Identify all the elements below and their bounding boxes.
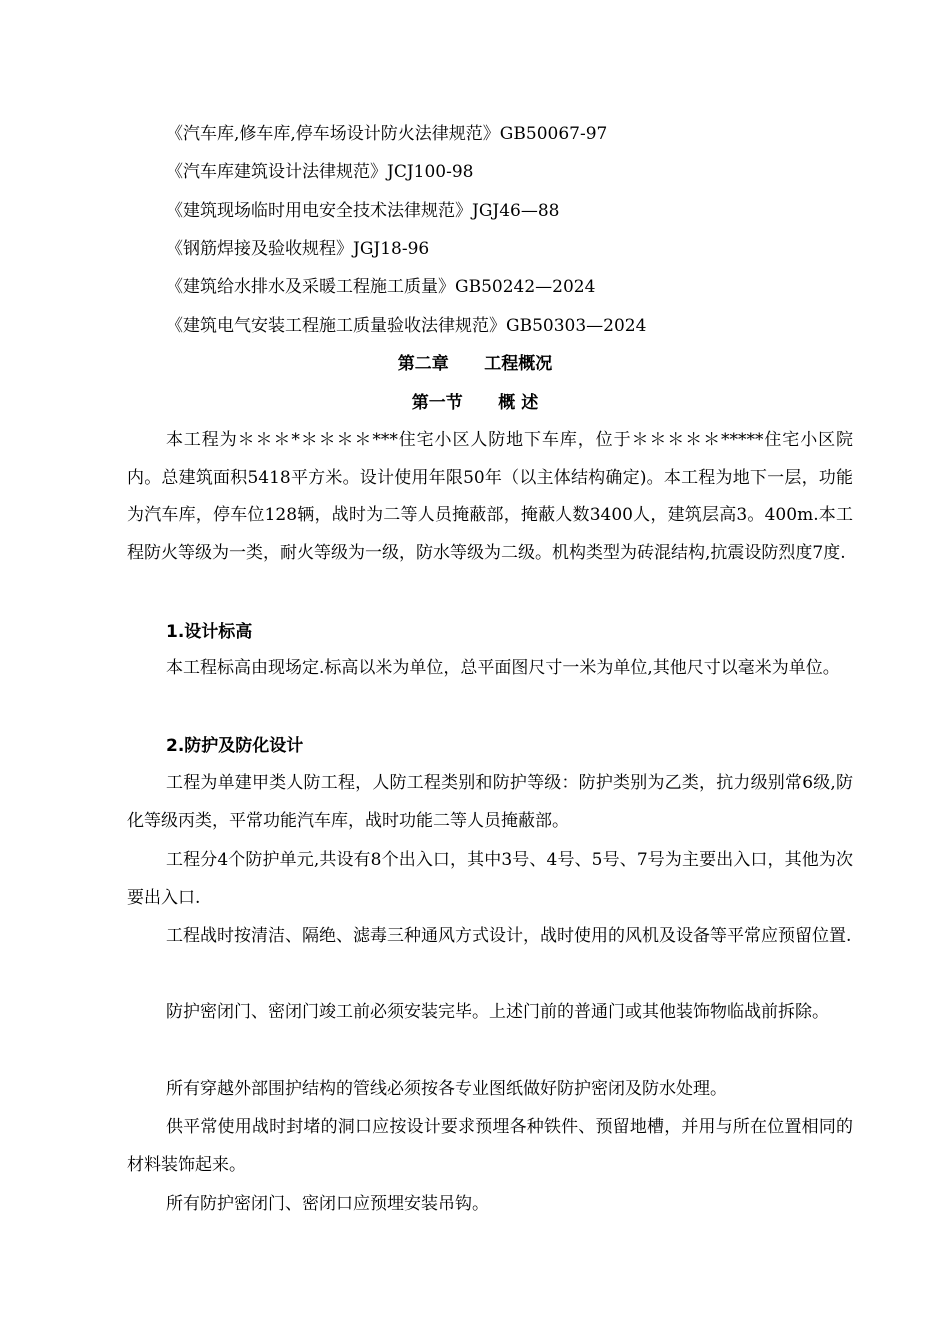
reference-item: 《建筑现场临时用电安全技术法律规范》JGJ46—88 (166, 201, 560, 221)
protection-paragraph: 所有防护密闭门、密闭口应预埋安装吊钩。 (166, 1194, 489, 1214)
protection-paragraph: 所有穿越外部围护结构的管线必须按各专业图纸做好防护密闭及防水处理。 (166, 1079, 727, 1099)
chapter-title: 第二章 工程概况 (397, 354, 553, 374)
protection-paragraph: 工程分4个防护单元,共设有8个出入口，其中3号、4号、5号、7号为主要出入口，其他为次要出入口. (127, 850, 853, 908)
protection-paragraph: 防护密闭门、密闭门竣工前必须安装完毕。上述门前的普通门或其他装饰物临战前拆除。 (166, 1002, 829, 1022)
protection-paragraph: 工程战时按清洁、隔绝、滤毒三种通风方式设计，战时使用的风机及设备等平常应预留位置. (166, 926, 852, 946)
reference-item: 《钢筋焊接及验收规程》JGJ18-96 (166, 239, 430, 259)
reference-item: 《汽车库,修车库,停车场设计防火法律规范》GB50067-97 (166, 124, 608, 144)
subsection-title-elevation: 1.设计标高 (166, 622, 253, 642)
subsection-title-protection: 2.防护及防化设计 (166, 736, 304, 756)
reference-item: 《建筑给水排水及采暖工程施工质量》GB50242—2024 (166, 277, 596, 297)
section-title: 第一节 概 述 (411, 393, 539, 413)
reference-item: 《建筑电气安装工程施工质量验收法律规范》GB50303—2024 (166, 316, 647, 336)
overview-paragraph: 本工程为＊＊＊*＊＊＊＊***住宅小区人防地下车库，位于＊＊＊＊＊*****住宅小区院内。总建筑面积5418平方米。设计使用年限50年（以主体结构确定)。本工程为地下一层，功能为汽车库，停车位128辆，战时为二等人员掩蔽部，掩蔽人数3400人，建筑层高3。400m.本工程防火等级为一类，耐火等级为一级，防水等级为二级。机构类型为砖混结构,抗震设防烈度7度. (127, 430, 853, 563)
reference-item: 《汽车库建筑设计法律规范》JCJ100-98 (166, 162, 474, 182)
protection-paragraph: 工程为单建甲类人防工程，人防工程类别和防护等级：防护类别为乙类，抗力级别常6级,防化等级丙类，平常功能汽车库，战时功能二等人员掩蔽部。 (127, 773, 853, 831)
protection-paragraph: 供平常使用战时封堵的洞口应按设计要求预埋各种铁件、预留地槽，并用与所在位置相同的材料装饰起来。 (127, 1117, 853, 1175)
elevation-paragraph: 本工程标高由现场定.标高以米为单位，总平面图尺寸一米为单位,其他尺寸以毫米为单位。 (166, 658, 840, 678)
